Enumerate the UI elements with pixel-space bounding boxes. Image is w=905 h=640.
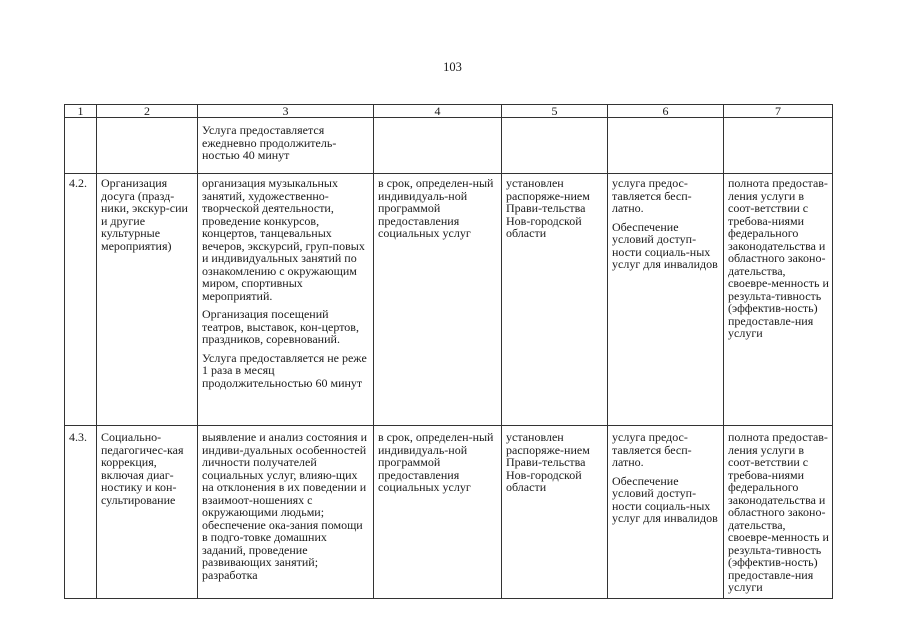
row-number: 4.3. xyxy=(65,426,97,599)
table-row xyxy=(65,426,833,599)
empty-cell xyxy=(374,118,502,174)
column-number: 3 xyxy=(198,105,374,118)
column-number: 7 xyxy=(724,105,833,118)
content-paragraph: Организация посещений театров, выставок, кон-цертов, праздников, соревнований. xyxy=(202,307,359,346)
table-row xyxy=(65,174,833,426)
empty-cell xyxy=(502,118,608,174)
service-quality: полнота предостав-ления услуги в соот-ветствии с требова-ниями федерального законодательства и областного законо-дательства, своевре-менность и результа-тивность (эффектив-ность) предоставле-ния услуги xyxy=(724,426,833,599)
conditions-paragraph: услуга предос-тавляется бесп-латно. xyxy=(612,430,692,469)
service-content-cell: Услуга предоставляется ежедневно продолжитель-ностью 40 минут xyxy=(198,118,374,174)
content-paragraph: выявление и анализ состояния и индиви-дуальных особенностей личности получателей социальных услуг, влияю-щих на отклонения в их поведении и взаимоот-ношениях с окружающими людьми; обеспечение ока-зания помощи в подго-товке домашних заданий, проведение развивающих занятий; разработка xyxy=(202,430,368,582)
column-number: 1 xyxy=(65,105,97,118)
row-number: 4.2. xyxy=(65,174,97,426)
conditions-paragraph: Обеспечение условий доступ-ности социаль-ных услуг для инвалидов xyxy=(612,219,718,271)
page-number: 103 xyxy=(443,60,462,74)
service-tariff: установлен распоряже-нием Прави-тельства Нов-городской области xyxy=(502,174,608,426)
empty-cell xyxy=(608,118,724,174)
service-conditions-cell xyxy=(608,174,724,426)
column-number: 5 xyxy=(502,105,608,118)
services-table xyxy=(64,104,833,599)
empty-cell xyxy=(65,118,97,174)
column-number: 2 xyxy=(97,105,198,118)
content-paragraph: Услуга предоставляется не реже 1 раза в месяц продолжительностью 60 минут xyxy=(202,350,367,390)
service-content-cell xyxy=(198,426,374,599)
service-name: Организация досуга (празд-ники, экскур-сии и другие культурные мероприятия) xyxy=(97,174,198,426)
column-number: 4 xyxy=(374,105,502,118)
service-quality: полнота предостав-ления услуги в соот-ветствии с требова-ниями федерального законодательства и областного законо-дательства, своевре-менность и результа-тивность (эффектив-ность) предоставле-ния услуги xyxy=(724,174,833,426)
service-tariff: установлен распоряже-нием Прави-тельства Нов-городской области xyxy=(502,426,608,599)
conditions-paragraph: Обеспечение условий доступ-ности социаль-ных услуг для инвалидов xyxy=(612,473,718,525)
service-name: Социально-педагогичес-кая коррекция, включая диаг-ностику и кон-сультирование xyxy=(97,426,198,599)
conditions-paragraph: услуга предос-тавляется бесп-латно. xyxy=(612,176,692,215)
service-conditions-cell xyxy=(608,426,724,599)
service-term: в срок, определен-ный индивидуаль-ной программой предоставления социальных услуг xyxy=(374,426,502,599)
service-term: в срок, определен-ный индивидуаль-ной программой предоставления социальных услуг xyxy=(374,174,502,426)
continuation-row xyxy=(65,118,833,174)
empty-cell xyxy=(97,118,198,174)
column-number-row xyxy=(65,105,833,118)
service-content-cell xyxy=(198,174,374,426)
empty-cell xyxy=(724,118,833,174)
column-number: 6 xyxy=(608,105,724,118)
content-paragraph: организация музыкальных занятий, художественно-творческой деятельности, проведение конкурсов, концертов, танцевальных вечеров, экскурсий, груп-повых и индивидуальных занятий по ознакомлению с окружающим миром, спортивных мероприятий. xyxy=(202,176,365,303)
